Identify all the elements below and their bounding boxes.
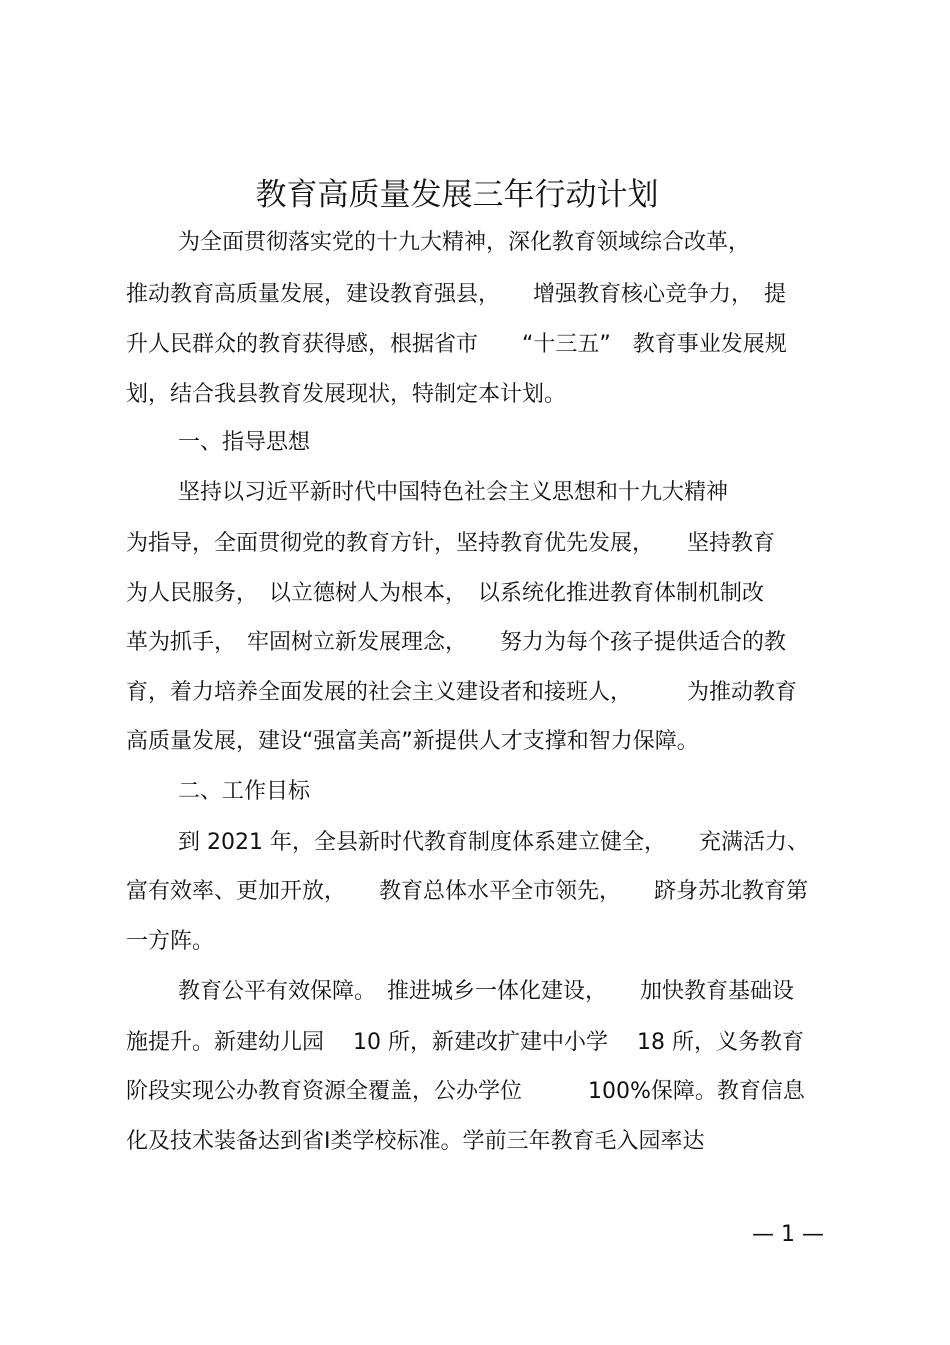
paragraph-line: 为人民服务， 以立德树人为根本， 以系统化推进教育体制机制改 bbox=[126, 581, 765, 606]
paragraph-line: 一方阵。 bbox=[126, 929, 215, 954]
paragraph-line: 划，结合我县教育发展现状，特制定本计划。 bbox=[126, 382, 567, 407]
paragraph-line: 为全面贯彻落实党的十九大精神，深化教育领域综合改革， bbox=[178, 230, 751, 255]
paragraph-line: 革为抓手， 牢固树立新发展理念， 努力为每个孩子提供适合的教 bbox=[126, 630, 787, 655]
document-title: 教育高质量发展三年行动计划 bbox=[255, 177, 659, 213]
paragraph-line: 教育公平有效保障。 推进城乡一体化建设， 加快教育基础设 bbox=[178, 979, 795, 1004]
paragraph-line: 富有效率、更加开放， 教育总体水平全市领先， 跻身苏北教育第 bbox=[126, 879, 809, 904]
paragraph-line: 升人民群众的教育获得感，根据省市 “十三五” 教育事业发展规 bbox=[126, 332, 787, 357]
paragraph-line: 到 2021 年，全县新时代教育制度体系建立健全， 充满活力、 bbox=[178, 830, 809, 855]
paragraph-line: 推动教育高质量发展，建设教育强县， 增强教育核心竞争力， 提 bbox=[126, 282, 787, 307]
page-number: — 1 — bbox=[752, 1222, 824, 1247]
paragraph-line: 育，着力培养全面发展的社会主义建设者和接班人， 为推动教育 bbox=[126, 680, 798, 705]
paragraph-line: 施提升。新建幼儿园 10 所，新建改扩建中小学 18 所，义务教育 bbox=[126, 1030, 804, 1055]
section-heading: 二、工作目标 bbox=[178, 779, 311, 804]
paragraph-line: 阶段实现公办教育资源全覆盖，公办学位 100%保障。教育信息 bbox=[126, 1079, 805, 1104]
paragraph-line: 高质量发展，建设“强富美高”新提供人才支撑和智力保障。 bbox=[126, 729, 699, 754]
paragraph-line: 化及技术装备达到省Ⅰ类学校标准。学前三年教育毛入园率达 bbox=[126, 1129, 705, 1154]
paragraph-line: 坚持以习近平新时代中国特色社会主义思想和十九大精神 bbox=[178, 480, 729, 505]
paragraph-line: 为指导，全面贯彻党的教育方针，坚持教育优先发展， 坚持教育 bbox=[126, 531, 776, 556]
section-heading: 一、指导思想 bbox=[178, 430, 311, 455]
